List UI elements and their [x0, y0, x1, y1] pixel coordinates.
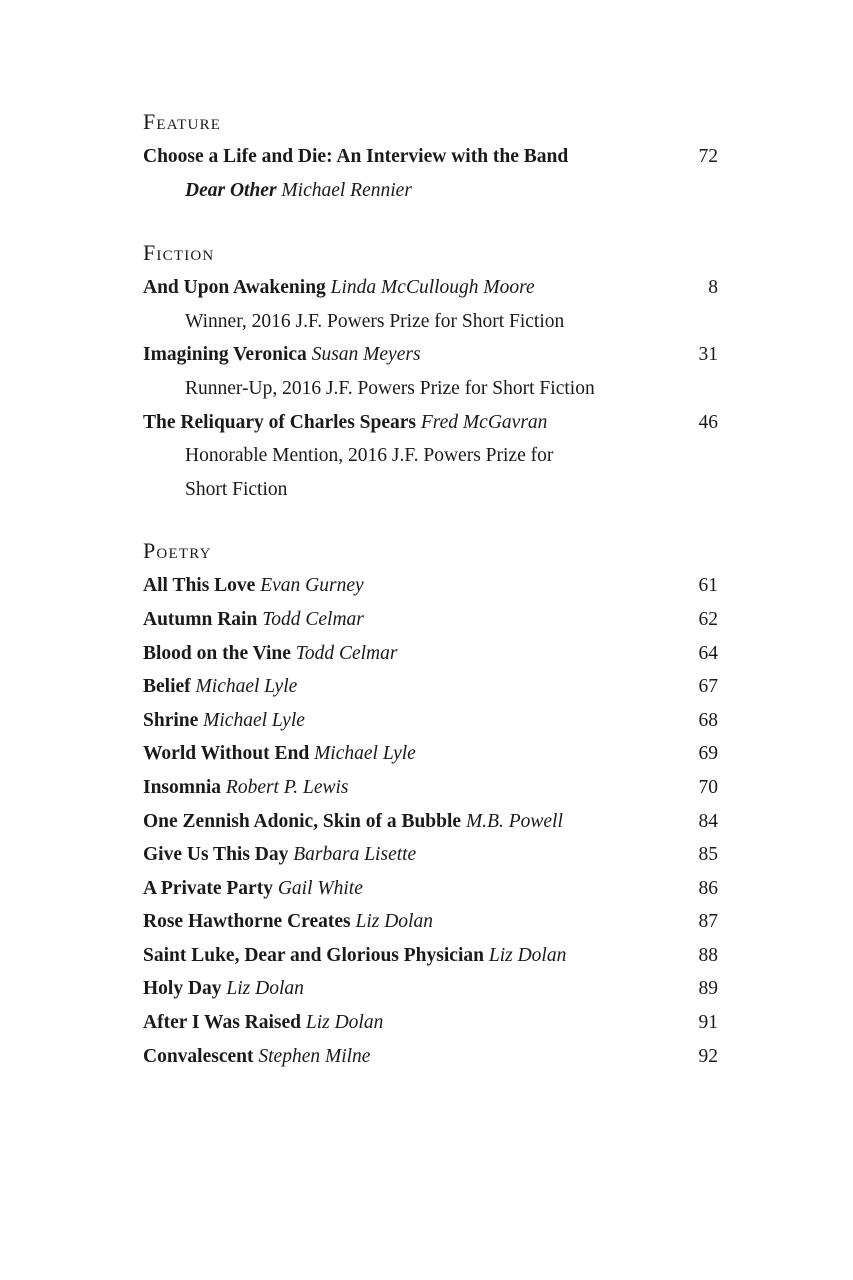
entry-page-number: 92 — [698, 1045, 718, 1067]
entry-title: Autumn Rain — [143, 608, 258, 630]
entry-page-number: 86 — [698, 877, 718, 899]
section-heading-poetry: Poetry — [143, 538, 212, 564]
section-spacer — [143, 506, 718, 537]
entry-page-number: 91 — [698, 1012, 718, 1034]
entry-author: Liz Dolan — [305, 1012, 384, 1034]
toc-entry[interactable] — [143, 939, 718, 973]
entry-page-number: 69 — [698, 743, 718, 765]
entry-page-number: 46 — [698, 411, 718, 433]
entry-page-number: 31 — [698, 344, 718, 366]
entry-author: Todd Celmar — [295, 642, 398, 664]
section-heading-feature: Feature — [143, 109, 222, 134]
poetry-list — [143, 569, 718, 1073]
entry-author: Gail White — [277, 877, 363, 899]
toc-entry[interactable] — [143, 737, 718, 771]
entry-title: Shrine — [143, 709, 199, 731]
subtitle-title: Dear Other — [185, 179, 277, 201]
section-heading-fiction: Fiction — [143, 240, 215, 266]
entry-author: Liz Dolan — [488, 944, 567, 966]
entry-title: One Zennish Adonic, Skin of a Bubble — [143, 810, 462, 832]
entry-title: Holy Day — [143, 978, 222, 1000]
entry-author: Evan Gurney — [260, 575, 364, 597]
entry-title: Imagining Veronica — [143, 344, 307, 366]
entry-author: Linda McCullough Moore — [330, 277, 535, 299]
entry-page-number: 8 — [708, 277, 718, 299]
entry-page-number: 70 — [698, 776, 718, 798]
entry-author: Barbara Lisette — [293, 844, 417, 866]
entry-title: Choose a Life and Die: An Interview with the Band — [143, 146, 569, 167]
entry-page-number: 87 — [698, 911, 718, 933]
entry-page-number: 61 — [698, 575, 718, 597]
entry-page-number: 85 — [698, 844, 718, 866]
toc-entry[interactable] — [143, 569, 718, 603]
toc-entry[interactable] — [143, 406, 718, 440]
entry-title: After I Was Raised — [143, 1012, 301, 1034]
toc-entry[interactable] — [143, 637, 718, 671]
entry-title: Saint Luke, Dear and Glorious Physician — [143, 944, 484, 966]
toc-entry[interactable] — [143, 704, 718, 738]
entry-title: World Without End — [143, 743, 310, 765]
entry-author: Michael Lyle — [314, 743, 416, 765]
entry-page-number: 62 — [698, 608, 718, 630]
entry-page-number: 88 — [698, 944, 718, 966]
section-spacer — [143, 207, 718, 239]
entry-author: Michael Rennier — [281, 179, 412, 201]
entry-author: M.B. Powell — [465, 810, 563, 832]
entry-note: Short Fiction — [185, 478, 288, 500]
toc-entry[interactable] — [143, 805, 718, 839]
entry-title: Give Us This Day — [143, 844, 289, 866]
entry-page-number: 67 — [698, 676, 718, 698]
toc-entry[interactable] — [143, 603, 718, 637]
entry-note: Honorable Mention, 2016 J.F. Powers Prize for — [185, 445, 554, 467]
toc-entry[interactable] — [143, 972, 718, 1006]
toc-entry[interactable] — [143, 271, 718, 305]
fiction-section — [143, 239, 718, 506]
entry-author: Fred McGavran — [420, 411, 548, 433]
toc-entry[interactable] — [143, 872, 718, 906]
toc-entry[interactable] — [143, 670, 718, 704]
entry-author: Liz Dolan — [226, 978, 304, 1000]
entry-title: A Private Party — [143, 877, 273, 899]
toc-entry[interactable] — [143, 905, 718, 939]
entry-title: The Reliquary of Charles Spears — [143, 411, 416, 433]
entry-page-number: 64 — [698, 642, 718, 664]
entry-author: Michael Lyle — [195, 676, 298, 698]
toc-entry[interactable] — [143, 838, 718, 872]
entry-title: All This Love — [143, 575, 256, 597]
entry-note: Runner-Up, 2016 J.F. Powers Prize for Short Fiction — [185, 377, 595, 399]
toc-entry[interactable] — [143, 1006, 718, 1040]
entry-title: Belief — [143, 676, 191, 698]
entry-title: Convalescent — [143, 1045, 254, 1067]
entry-author: Todd Celmar — [262, 608, 364, 630]
entry-subtitle — [143, 174, 718, 208]
toc-entry[interactable] — [143, 1040, 718, 1074]
entry-note: Winner, 2016 J.F. Powers Prize for Short Fiction — [185, 310, 565, 332]
entry-title: And Upon Awakening — [143, 277, 326, 299]
entry-author: Michael Lyle — [203, 709, 305, 731]
feature-section — [143, 108, 718, 207]
toc-entry[interactable] — [143, 771, 718, 805]
poetry-section — [143, 537, 718, 1073]
toc-entry[interactable] — [143, 338, 718, 372]
entry-page-number: 72 — [698, 146, 718, 167]
entry-author: Stephen Milne — [258, 1045, 371, 1067]
entry-page-number: 68 — [698, 709, 718, 731]
toc-entry[interactable] — [143, 140, 718, 174]
entry-title: Blood on the Vine — [143, 642, 291, 664]
entry-author: Susan Meyers — [311, 344, 421, 366]
entry-author: Robert P. Lewis — [225, 776, 349, 798]
entry-page-number: 84 — [698, 810, 718, 832]
entry-title: Insomnia — [143, 776, 222, 798]
entry-page-number: 89 — [698, 978, 718, 1000]
table-of-contents — [143, 108, 718, 1073]
entry-title: Rose Hawthorne Creates — [143, 911, 351, 933]
entry-author: Liz Dolan — [355, 911, 433, 933]
